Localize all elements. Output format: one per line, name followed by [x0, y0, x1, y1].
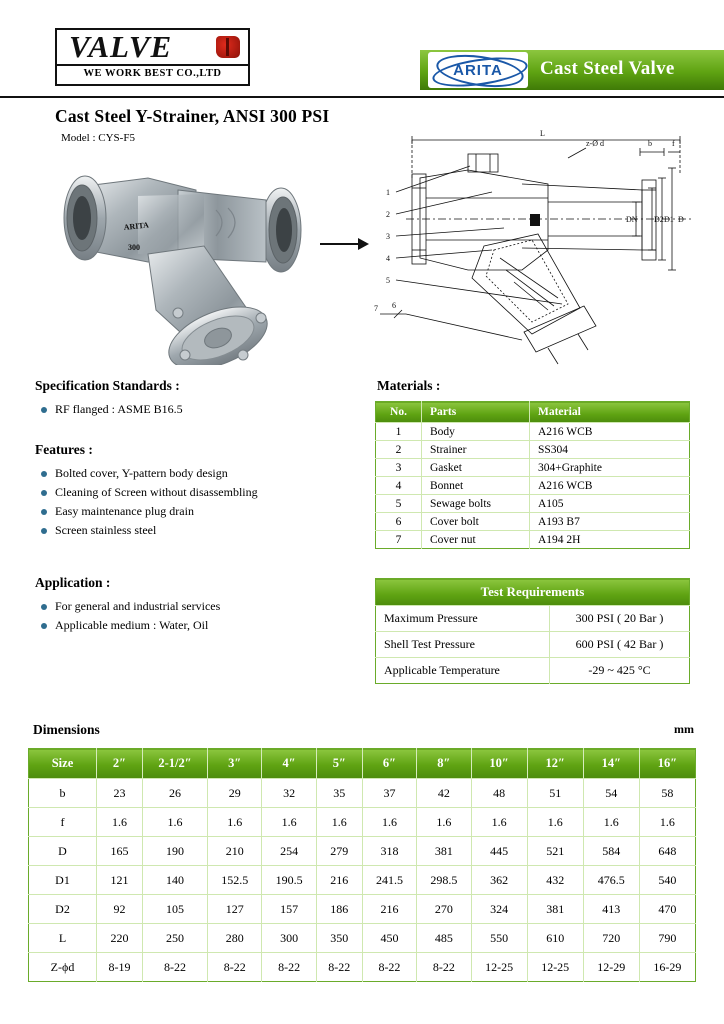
- cell-part: Body: [422, 423, 530, 441]
- dim-D1: D1: [664, 215, 674, 224]
- cell: 48: [471, 779, 527, 808]
- cell: 190: [142, 837, 207, 866]
- cell-part: Gasket: [422, 459, 530, 477]
- cell: 1.6: [362, 808, 416, 837]
- cell: 210: [208, 837, 262, 866]
- table-row: [376, 459, 690, 477]
- cell: 54: [583, 779, 639, 808]
- cell: 1.6: [262, 808, 316, 837]
- cell: 12-29: [583, 953, 639, 982]
- row-label: f: [29, 808, 97, 837]
- cell-no: 7: [376, 531, 422, 549]
- cell-part: Strainer: [422, 441, 530, 459]
- cell: 250: [142, 924, 207, 953]
- cell: 540: [639, 866, 695, 895]
- cell-no: 4: [376, 477, 422, 495]
- cell: 362: [471, 866, 527, 895]
- cell: 450: [362, 924, 416, 953]
- arita-logo-text: ARITA: [453, 61, 503, 79]
- cell: 105: [142, 895, 207, 924]
- table-row: [376, 531, 690, 549]
- table-row: [376, 606, 690, 632]
- cell-material: 304+Graphite: [530, 459, 690, 477]
- cell-label: Shell Test Pressure: [376, 632, 550, 658]
- cell: 190.5: [262, 866, 316, 895]
- dim-f: f: [672, 139, 675, 148]
- cell: 12-25: [527, 953, 583, 982]
- cell-no: 2: [376, 441, 422, 459]
- cell: 23: [97, 779, 143, 808]
- cell: 350: [316, 924, 362, 953]
- table-header-row: [376, 579, 690, 606]
- cell: 432: [527, 866, 583, 895]
- col-no: No.: [376, 402, 422, 423]
- col-material: Material: [530, 402, 690, 423]
- callout-6: 6: [392, 301, 396, 310]
- spec-list: [39, 401, 365, 418]
- cell-label: Maximum Pressure: [376, 606, 550, 632]
- callout-3: 3: [386, 232, 390, 241]
- cell: 51: [527, 779, 583, 808]
- cell-value: -29 ~ 425 °C: [550, 658, 690, 684]
- list-item: Cleaning of Screen without disassembling: [39, 484, 365, 501]
- spec-heading: Specification Standards :: [35, 378, 180, 393]
- page-header: [0, 0, 724, 96]
- materials-heading: Materials :: [377, 378, 441, 393]
- table-row: [29, 895, 696, 924]
- cell: 318: [362, 837, 416, 866]
- cell-material: A194 2H: [530, 531, 690, 549]
- cell: 42: [417, 779, 471, 808]
- cell: 279: [316, 837, 362, 866]
- cell: 26: [142, 779, 207, 808]
- cell: 12-25: [471, 953, 527, 982]
- technical-drawing: [372, 118, 720, 368]
- dim-D: D: [678, 215, 684, 224]
- cell: 32: [262, 779, 316, 808]
- col-8in: 8″: [417, 749, 471, 779]
- table-row: [29, 953, 696, 982]
- cell: 186: [316, 895, 362, 924]
- cell: 16-29: [639, 953, 695, 982]
- row-label: Z-ϕd: [29, 953, 97, 982]
- cell: 216: [316, 866, 362, 895]
- dimensions-table: [28, 748, 696, 982]
- cell: 58: [639, 779, 695, 808]
- cell: 8-22: [262, 953, 316, 982]
- list-item: Screen stainless steel: [39, 522, 365, 539]
- company-logo: [55, 28, 250, 86]
- cell: 790: [639, 924, 695, 953]
- application-heading: Application :: [35, 575, 111, 590]
- callout-4: 4: [386, 254, 390, 263]
- cell: 8-22: [417, 953, 471, 982]
- cell: 270: [417, 895, 471, 924]
- cell: 8-22: [208, 953, 262, 982]
- col-5in: 5″: [316, 749, 362, 779]
- cell: 720: [583, 924, 639, 953]
- dimensions-unit: mm: [674, 722, 694, 736]
- cell: 584: [583, 837, 639, 866]
- col-2half-in: 2-1/2″: [142, 749, 207, 779]
- cell: 152.5: [208, 866, 262, 895]
- callout-5: 5: [386, 276, 390, 285]
- cell: 298.5: [417, 866, 471, 895]
- table-header-row: [29, 749, 696, 779]
- callout-7: 7: [374, 304, 378, 313]
- callout-1: 1: [386, 188, 390, 197]
- cell: 1.6: [316, 808, 362, 837]
- cell: 610: [527, 924, 583, 953]
- dim-b: b: [648, 139, 652, 148]
- table-row: [376, 495, 690, 513]
- cell: 521: [527, 837, 583, 866]
- dim-D2: D2: [654, 215, 664, 224]
- cell: 220: [97, 924, 143, 953]
- cell: 381: [417, 837, 471, 866]
- svg-text:300: 300: [128, 243, 140, 252]
- cell: 1.6: [527, 808, 583, 837]
- cell-part: Sewage bolts: [422, 495, 530, 513]
- list-item: Easy maintenance plug drain: [39, 503, 365, 520]
- cell: 1.6: [97, 808, 143, 837]
- ladybug-icon: [216, 36, 240, 58]
- dim-L: L: [540, 129, 545, 138]
- table-row: [376, 477, 690, 495]
- col-4in: 4″: [262, 749, 316, 779]
- callout-2: 2: [386, 210, 390, 219]
- table-header-row: [376, 402, 690, 423]
- cell: 550: [471, 924, 527, 953]
- table-row: [29, 779, 696, 808]
- cell-value: 300 PSI ( 20 Bar ): [550, 606, 690, 632]
- cell-part: Cover bolt: [422, 513, 530, 531]
- cell-part: Bonnet: [422, 477, 530, 495]
- col-2in: 2″: [97, 749, 143, 779]
- flow-direction-arrow: [320, 238, 372, 250]
- cell: 8-22: [142, 953, 207, 982]
- cell: 413: [583, 895, 639, 924]
- cell-no: 1: [376, 423, 422, 441]
- cell: 1.6: [583, 808, 639, 837]
- list-item: Bolted cover, Y-pattern body design: [39, 465, 365, 482]
- cell: 1.6: [417, 808, 471, 837]
- cell: 241.5: [362, 866, 416, 895]
- cell: 445: [471, 837, 527, 866]
- cell: 8-22: [316, 953, 362, 982]
- cell: 35: [316, 779, 362, 808]
- logo-tagline: WE WORK BEST CO.,LTD: [57, 64, 248, 79]
- table-row: [376, 423, 690, 441]
- cell: 280: [208, 924, 262, 953]
- cell-material: A216 WCB: [530, 477, 690, 495]
- left-content-column: [35, 378, 365, 636]
- cell-no: 5: [376, 495, 422, 513]
- col-3in: 3″: [208, 749, 262, 779]
- svg-text:ARITA: ARITA: [123, 220, 150, 232]
- cell: 1.6: [142, 808, 207, 837]
- table-row: [376, 441, 690, 459]
- cell: 648: [639, 837, 695, 866]
- col-12in: 12″: [527, 749, 583, 779]
- cell: 165: [97, 837, 143, 866]
- product-photo: [28, 150, 318, 365]
- test-heading: Test Requirements: [376, 579, 690, 606]
- table-row: [376, 658, 690, 684]
- list-item: RF flanged : ASME B16.5: [39, 401, 365, 418]
- application-list: [39, 598, 365, 634]
- cell: 254: [262, 837, 316, 866]
- list-item: Applicable medium : Water, Oil: [39, 617, 365, 634]
- materials-table: [375, 401, 690, 549]
- row-label: L: [29, 924, 97, 953]
- col-14in: 14″: [583, 749, 639, 779]
- cell-material: A105: [530, 495, 690, 513]
- features-list: [39, 465, 365, 539]
- dim-zd: z-Ø d: [586, 139, 604, 148]
- col-size: Size: [29, 749, 97, 779]
- cell: 29: [208, 779, 262, 808]
- cell: 470: [639, 895, 695, 924]
- page-title: Cast Steel Y-Strainer, ANSI 300 PSI: [55, 106, 330, 126]
- test-requirements-table: [375, 578, 690, 684]
- table-row: [29, 808, 696, 837]
- cell-no: 3: [376, 459, 422, 477]
- test-requirements-section: [375, 578, 690, 684]
- cell: 485: [417, 924, 471, 953]
- cell: 157: [262, 895, 316, 924]
- cell-no: 6: [376, 513, 422, 531]
- cell: 127: [208, 895, 262, 924]
- dim-DN: DN: [626, 215, 638, 224]
- cell: 8-19: [97, 953, 143, 982]
- arita-logo: [428, 52, 528, 88]
- cell-label: Applicable Temperature: [376, 658, 550, 684]
- cell: 476.5: [583, 866, 639, 895]
- dimensions-heading: Dimensions: [33, 722, 100, 737]
- features-heading: Features :: [35, 442, 93, 457]
- row-label: D: [29, 837, 97, 866]
- cell: 381: [527, 895, 583, 924]
- cell-value: 600 PSI ( 42 Bar ): [550, 632, 690, 658]
- model-number: Model : CYS-F5: [61, 132, 135, 144]
- cell-material: A216 WCB: [530, 423, 690, 441]
- cell: 216: [362, 895, 416, 924]
- cell: 1.6: [639, 808, 695, 837]
- cell: 1.6: [471, 808, 527, 837]
- logo-wordmark: VALVE: [69, 29, 173, 64]
- table-row: [376, 513, 690, 531]
- row-label: D2: [29, 895, 97, 924]
- cell: 300: [262, 924, 316, 953]
- col-parts: Parts: [422, 402, 530, 423]
- cell: 92: [97, 895, 143, 924]
- col-16in: 16″: [639, 749, 695, 779]
- table-row: [376, 632, 690, 658]
- cell: 1.6: [208, 808, 262, 837]
- col-6in: 6″: [362, 749, 416, 779]
- cell: 140: [142, 866, 207, 895]
- dimensions-section: [28, 748, 696, 982]
- cell: 37: [362, 779, 416, 808]
- row-label: b: [29, 779, 97, 808]
- brand-title: Cast Steel Valve: [540, 58, 675, 79]
- cell: 324: [471, 895, 527, 924]
- row-label: D1: [29, 866, 97, 895]
- list-item: For general and industrial services: [39, 598, 365, 615]
- col-10in: 10″: [471, 749, 527, 779]
- table-row: [29, 837, 696, 866]
- table-row: [29, 866, 696, 895]
- table-row: [29, 924, 696, 953]
- cell-material: SS304: [530, 441, 690, 459]
- cell: 8-22: [362, 953, 416, 982]
- cell: 121: [97, 866, 143, 895]
- cell-material: A193 B7: [530, 513, 690, 531]
- materials-section: [375, 378, 690, 549]
- cell-part: Cover nut: [422, 531, 530, 549]
